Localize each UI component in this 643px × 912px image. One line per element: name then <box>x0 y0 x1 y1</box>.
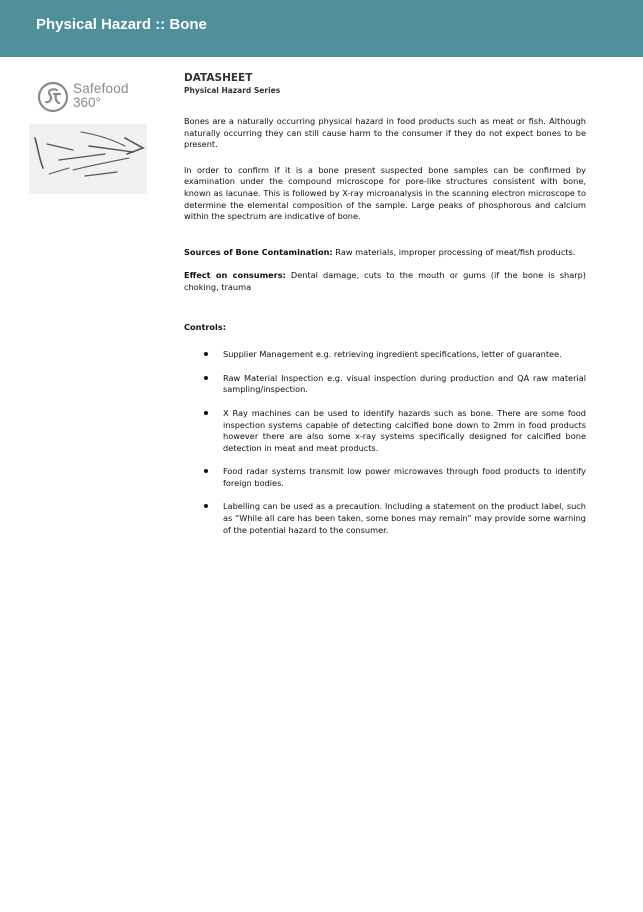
controls-list <box>184 349 586 536</box>
bone-fragments-image <box>29 124 147 194</box>
list-item <box>184 373 586 396</box>
sources-label: Sources of Bone Contamination: <box>184 246 333 257</box>
bullet-icon <box>204 352 208 356</box>
sources-text: Raw materials, improper processing of meat/fish products. <box>332 246 576 257</box>
bullet-icon <box>204 411 208 415</box>
list-item-text: X Ray machines can be used to identify hazards such as bone. There are some food inspection systems capable of detecting calcified bone down to 2mm in food products however there are also some x-ray systems specifically designed for calcified bone detection in meat and meat products. <box>223 407 586 453</box>
sources-paragraph <box>184 247 586 259</box>
safefood-logo <box>37 81 147 113</box>
list-item-text: Supplier Management e.g. retrieving ingredient specifications, letter of guarantee. <box>223 349 562 360</box>
intro-paragraph: Bones are a naturally occurring physical hazard in food products such as meat or fish. Although naturally occurring they can still cause harm to the consumer if they do not expect bones to be present. <box>184 116 586 150</box>
effect-label: Effect on consumers: <box>184 270 286 281</box>
confirmation-paragraph: In order to confirm if it is a bone present suspected bone samples can be confirmed by examination under the compound microscope for pore-like structures consistent with bone, known as lacunae. This is followed by X-ray microanalysis in the scanning electron microscope to determine the elemental composition of the sample. Large peaks of phosphorous and calcium within the spectrum are indicative of bone. <box>184 164 586 222</box>
bullet-icon <box>204 376 208 380</box>
page-title: Physical Hazard :: Bone <box>36 16 207 33</box>
list-item <box>184 349 586 361</box>
list-item-text: Food radar systems transmit low power microwaves through food products to identify foreign bodies. <box>223 466 586 488</box>
bullet-icon <box>204 504 208 508</box>
list-item-text: Raw Material Inspection e.g. visual inspection during production and QA raw material sampling/inspection. <box>223 372 586 395</box>
logo-brand-name: Safefood <box>73 81 129 96</box>
list-item <box>184 466 586 489</box>
page-header <box>0 0 643 57</box>
effect-paragraph <box>184 270 586 293</box>
datasheet-title: DATASHEET <box>184 72 253 84</box>
effect-text: Dental damage, cuts to the mouth or gums (if the bone is sharp) choking, trauma <box>184 270 586 292</box>
controls-heading: Controls: <box>184 321 226 332</box>
bullet-icon <box>204 469 208 473</box>
list-item <box>184 501 586 536</box>
datasheet-subtitle: Physical Hazard Series <box>184 86 281 95</box>
logo-brand-suffix: 360° <box>73 95 101 110</box>
list-item-text: Labelling can be used as a precaution. Including a statement on the product label, such as “While all care has been taken, some bones may remain” may provide some warning of the potential hazard to the consumer. <box>223 501 586 535</box>
datasheet-content <box>184 72 586 536</box>
list-item <box>184 408 586 454</box>
safefood-logo-icon <box>37 81 69 113</box>
